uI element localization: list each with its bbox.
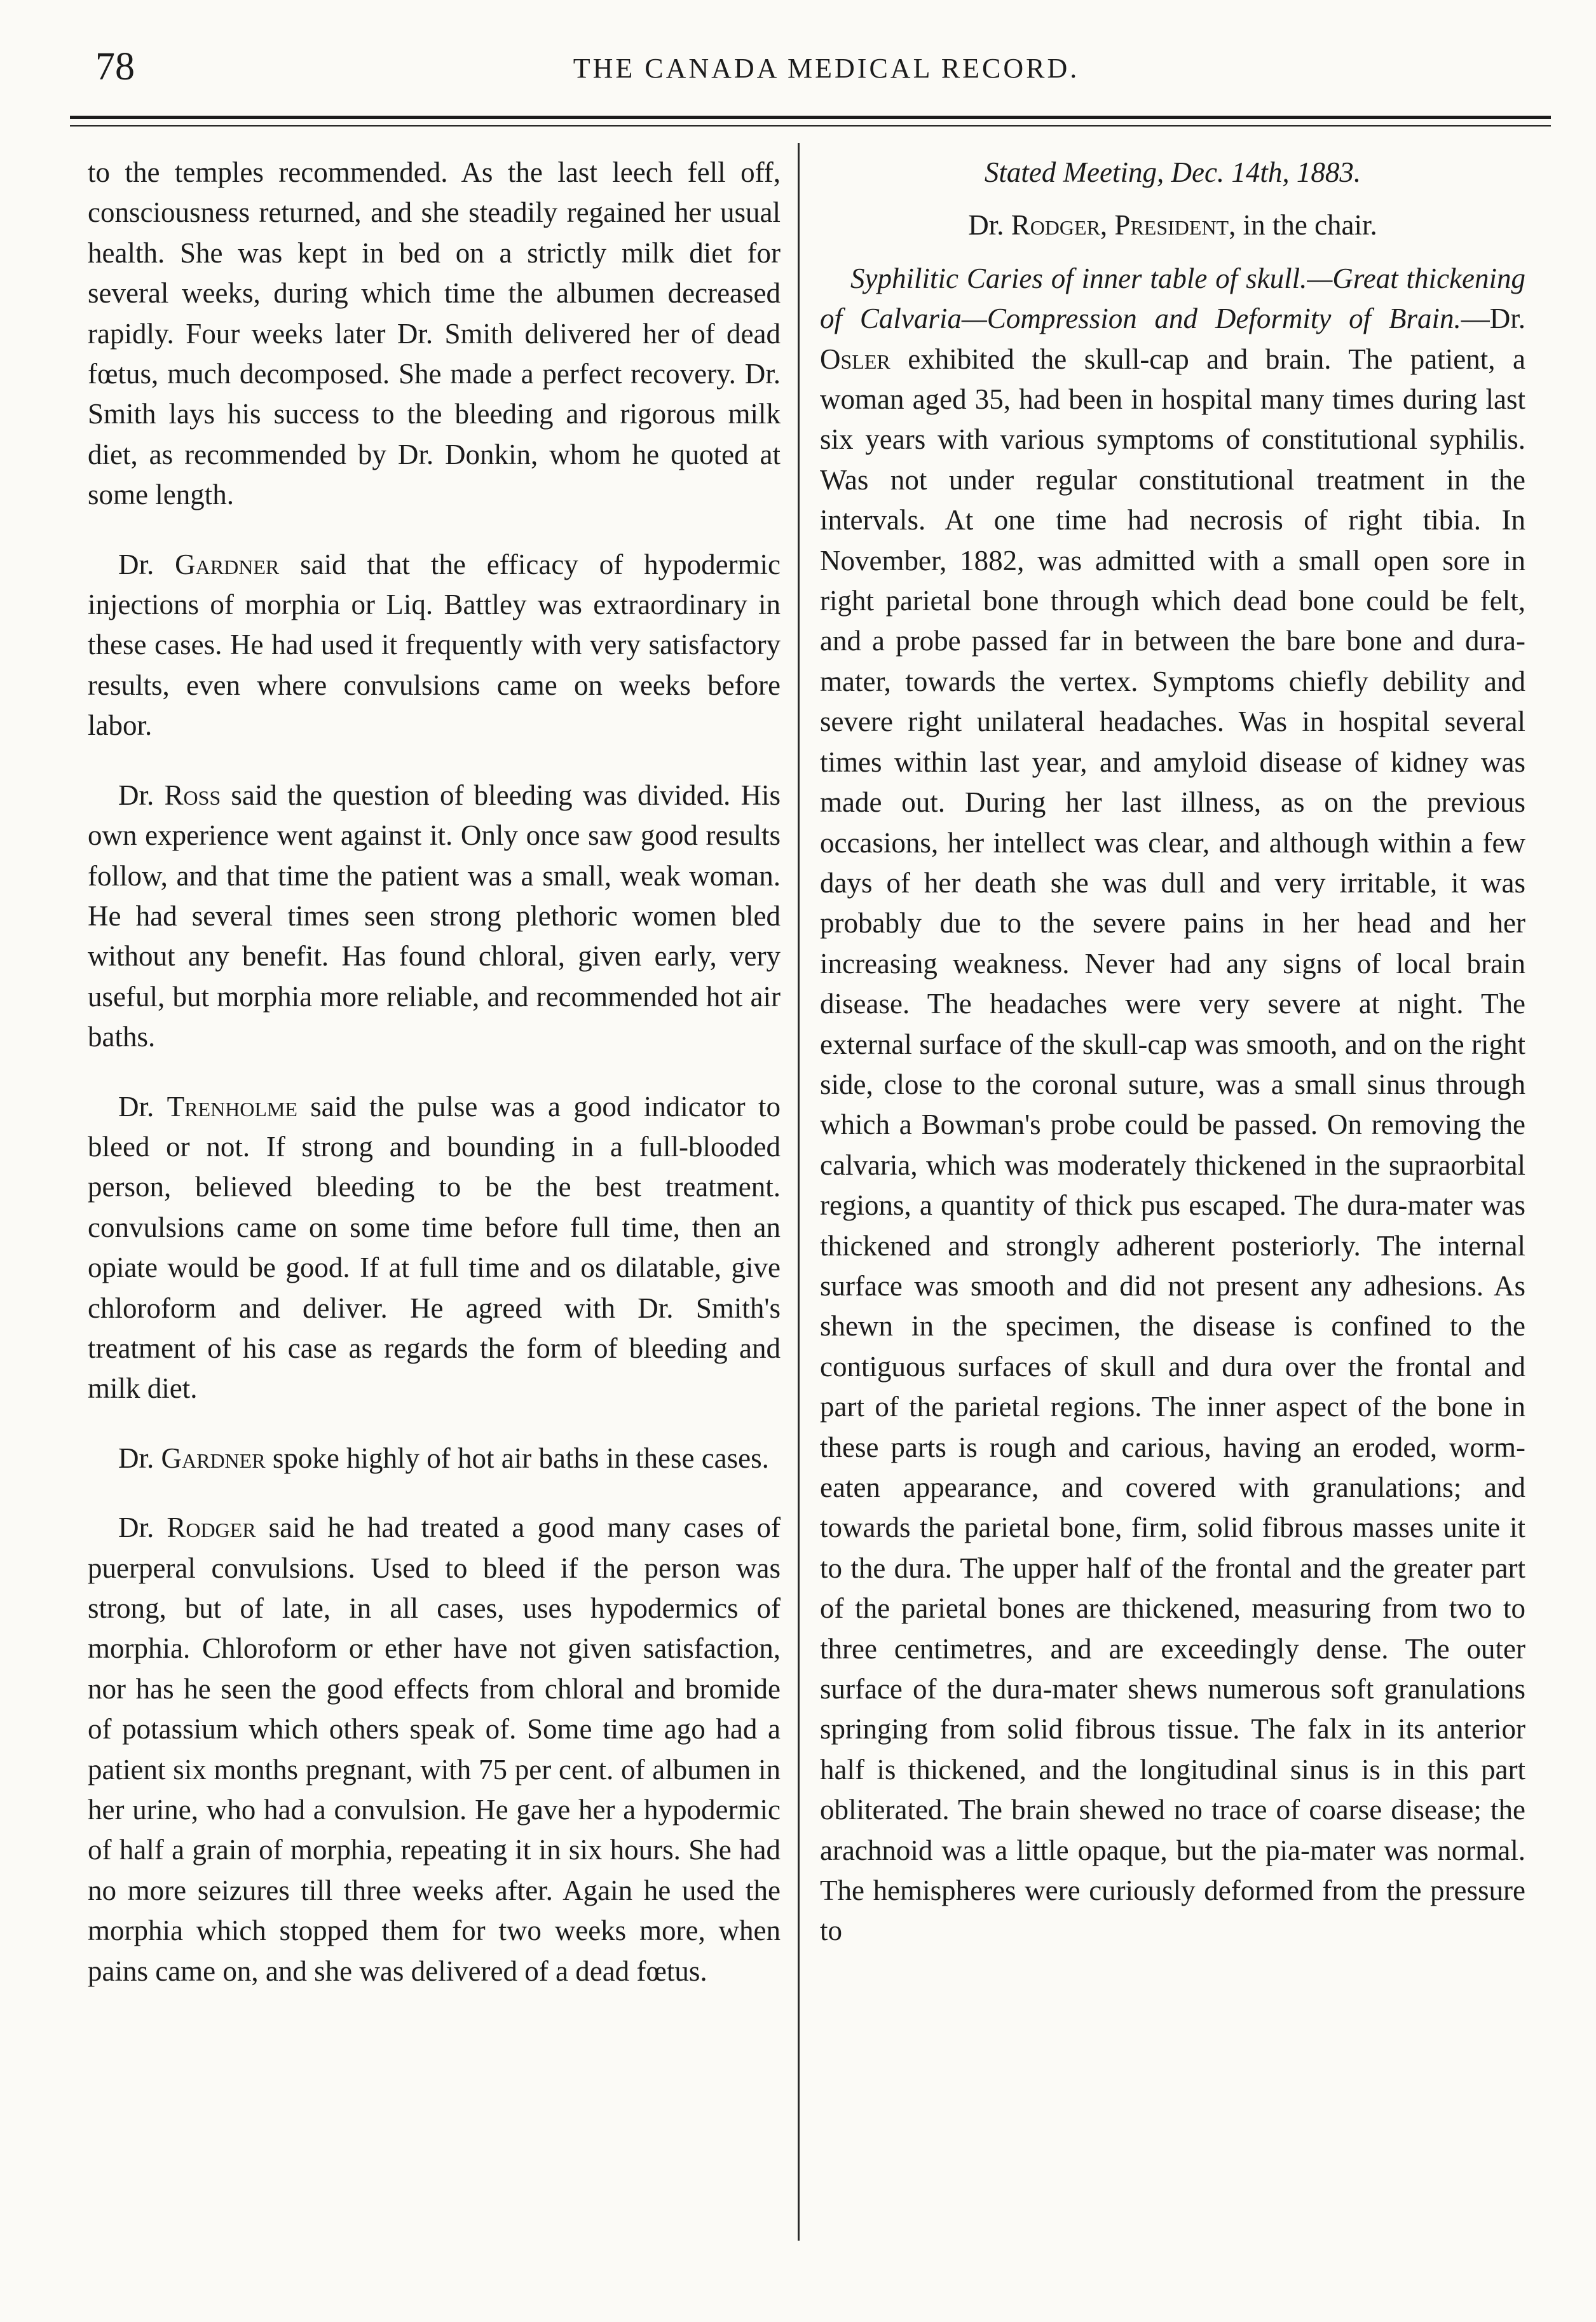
header-rule-thick (70, 116, 1551, 119)
right-column (820, 153, 1525, 1951)
speaker-name: Rodger (167, 1512, 256, 1544)
chair-line: Dr. Rodger, President, in the chair. (968, 209, 1377, 242)
president-name: Rodger, President (1011, 209, 1229, 242)
paragraph-ross-remarks: Dr. Ross said the question of bleeding was divided. His own experience went against it. Only once saw good results follow, and that time the patient was a small, weak woman. He had several times seen strong plethoric women bled without any benefit. Has found chloral, given early, very useful, but morphia more reliable, and recommended hot air baths. (88, 779, 781, 1053)
paragraph-trenholme-remarks: Dr. Trenholme said the pulse was a good indicator to bleed or not. If strong and bounding in a full-blooded person, believed bleeding to be the best treatment. convulsions came on some time before full time, then an opiate would be good. If at full time and os dilatable, give chloroform and deliver. He agreed with Dr. Smith's treatment of his case as regards the form of bleeding and milk diet. (88, 1090, 781, 1405)
speaker-name: Gardner (175, 548, 280, 580)
paragraph-rodger-remarks: Dr. Rodger said he had treated a good many cases of puerperal convulsions. Used to bleed if the person was strong, but of late, in all cases, uses hypodermics of morphia. Chloroform or ether have not given satisfaction, nor has he seen the good effects from chloral and bromide of potassium which others speak of. Some time ago had a patient six months pregnant, with 75 per cent. of albumen in her urine, who had a convulsion. He gave her a hypodermic of half a grain of morphia, repeating it in six hours. She had no more seizures till three weeks after. Again he used the morphia which stopped them for two weeks more, when pains came on, and she was delivered of a dead fœtus. (88, 1512, 781, 1987)
paragraph-gardner-hot-air: Dr. Gardner spoke highly of hot air baths in these cases. (118, 1442, 769, 1474)
page-number: 78 (95, 45, 135, 88)
running-title: THE CANADA MEDICAL RECORD. (573, 53, 1080, 84)
left-column (88, 153, 781, 1991)
paragraph-syphilitic-caries-case: Syphilitic Caries of inner table of skull.—Great thickening of Calvaria—Compression and Deformity of Brain.—Dr. Osler exhibited the skull-cap and brain. The patient, a woman aged 35, had been in hospital many times during last six years with various symptoms of constitutional syphilis. Was not under regular constitutional treatment in the intervals. At one time had necrosis of right tibia. In November, 1882, was admitted with a small open sore in right parietal bone through which dead bone could be felt, and a probe passed far in between the bare bone and dura-mater, towards the vertex. Symptoms chiefly debility and severe right unilateral headaches. Was in hospital several times within last year, and amyloid disease of kidney was made out. During her last illness, as on the previous occasions, her intellect was clear, and although within a few days of her death she was dull and very irritable, it was probably due to the severe pains in her head and her increasing weakness. Never had any signs of local brain disease. The headaches were very severe at night. The external surface of the skull-cap was smooth, and on the right side, close to the coronal suture, was a small sinus through which a Bowman's probe could be passed. On removing the calvaria, which was moderately thickened in the supraorbital regions, a quantity of thick pus escaped. The dura-mater was thickened and strongly adherent posteriorly. The internal surface was smooth and did not present any adhesions. As shewn in the specimen, the disease is confined to the contiguous surfaces of skull and dura over the frontal and part of the parietal regions. The inner aspect of the bone in these parts is rough and carious, having an eroded, worm-eaten appearance, and covered with granulations; and towards the parietal bone, firm, solid fibrous masses unite it to the dura. The upper half of the frontal and the greater part of the parietal bones are thickened, measuring from two to three centimetres, and are exceedingly dense. The outer surface of the dura-mater shews numerous soft granulations springing from solid fibrous tissue. The falx in its anterior half is thickened, and the longitudinal sinus is in this part obliterated. The brain shewed no trace of coarse disease; the arachnoid was a little opaque, but the pia-mater was normal. The hemispheres were curiously deformed from the pressure to (820, 262, 1525, 1947)
page-header (95, 44, 1557, 95)
speaker-name: Osler (820, 343, 890, 375)
paragraph-gardner-remarks: Dr. Gardner said that the efficacy of hypodermic injections of morphia or Liq. Battley was extraordinary in these cases. He had used it frequently with very satisfactory results, even where convulsions came on weeks before labor. (88, 548, 781, 742)
header-rule-thin (70, 125, 1551, 126)
paragraph-eclampsia-case-end: to the temples recommended. As the last leech fell off, consciousness returned, and she steadily regained her usual health. She was kept in bed on a strictly milk diet for several weeks, during which time the albumen decreased rapidly. Four weeks later Dr. Smith delivered her of dead fœtus, much decomposed. She made a perfect recovery. Dr. Smith lays his success to the bleeding and rigorous milk diet, as recommended by Dr. Donkin, whom he quoted at some length. (88, 156, 781, 511)
case-title: Syphilitic Caries of inner table of skull.—Great thickening of Calvaria—Compression and Deformity of Brain. (820, 262, 1525, 335)
speaker-name: Ross (164, 779, 221, 811)
meeting-heading: Stated Meeting, Dec. 14th, 1883. (984, 156, 1361, 188)
speaker-name: Trenholme (167, 1090, 297, 1123)
column-divider (798, 143, 800, 2241)
speaker-name: Gardner (161, 1442, 266, 1474)
